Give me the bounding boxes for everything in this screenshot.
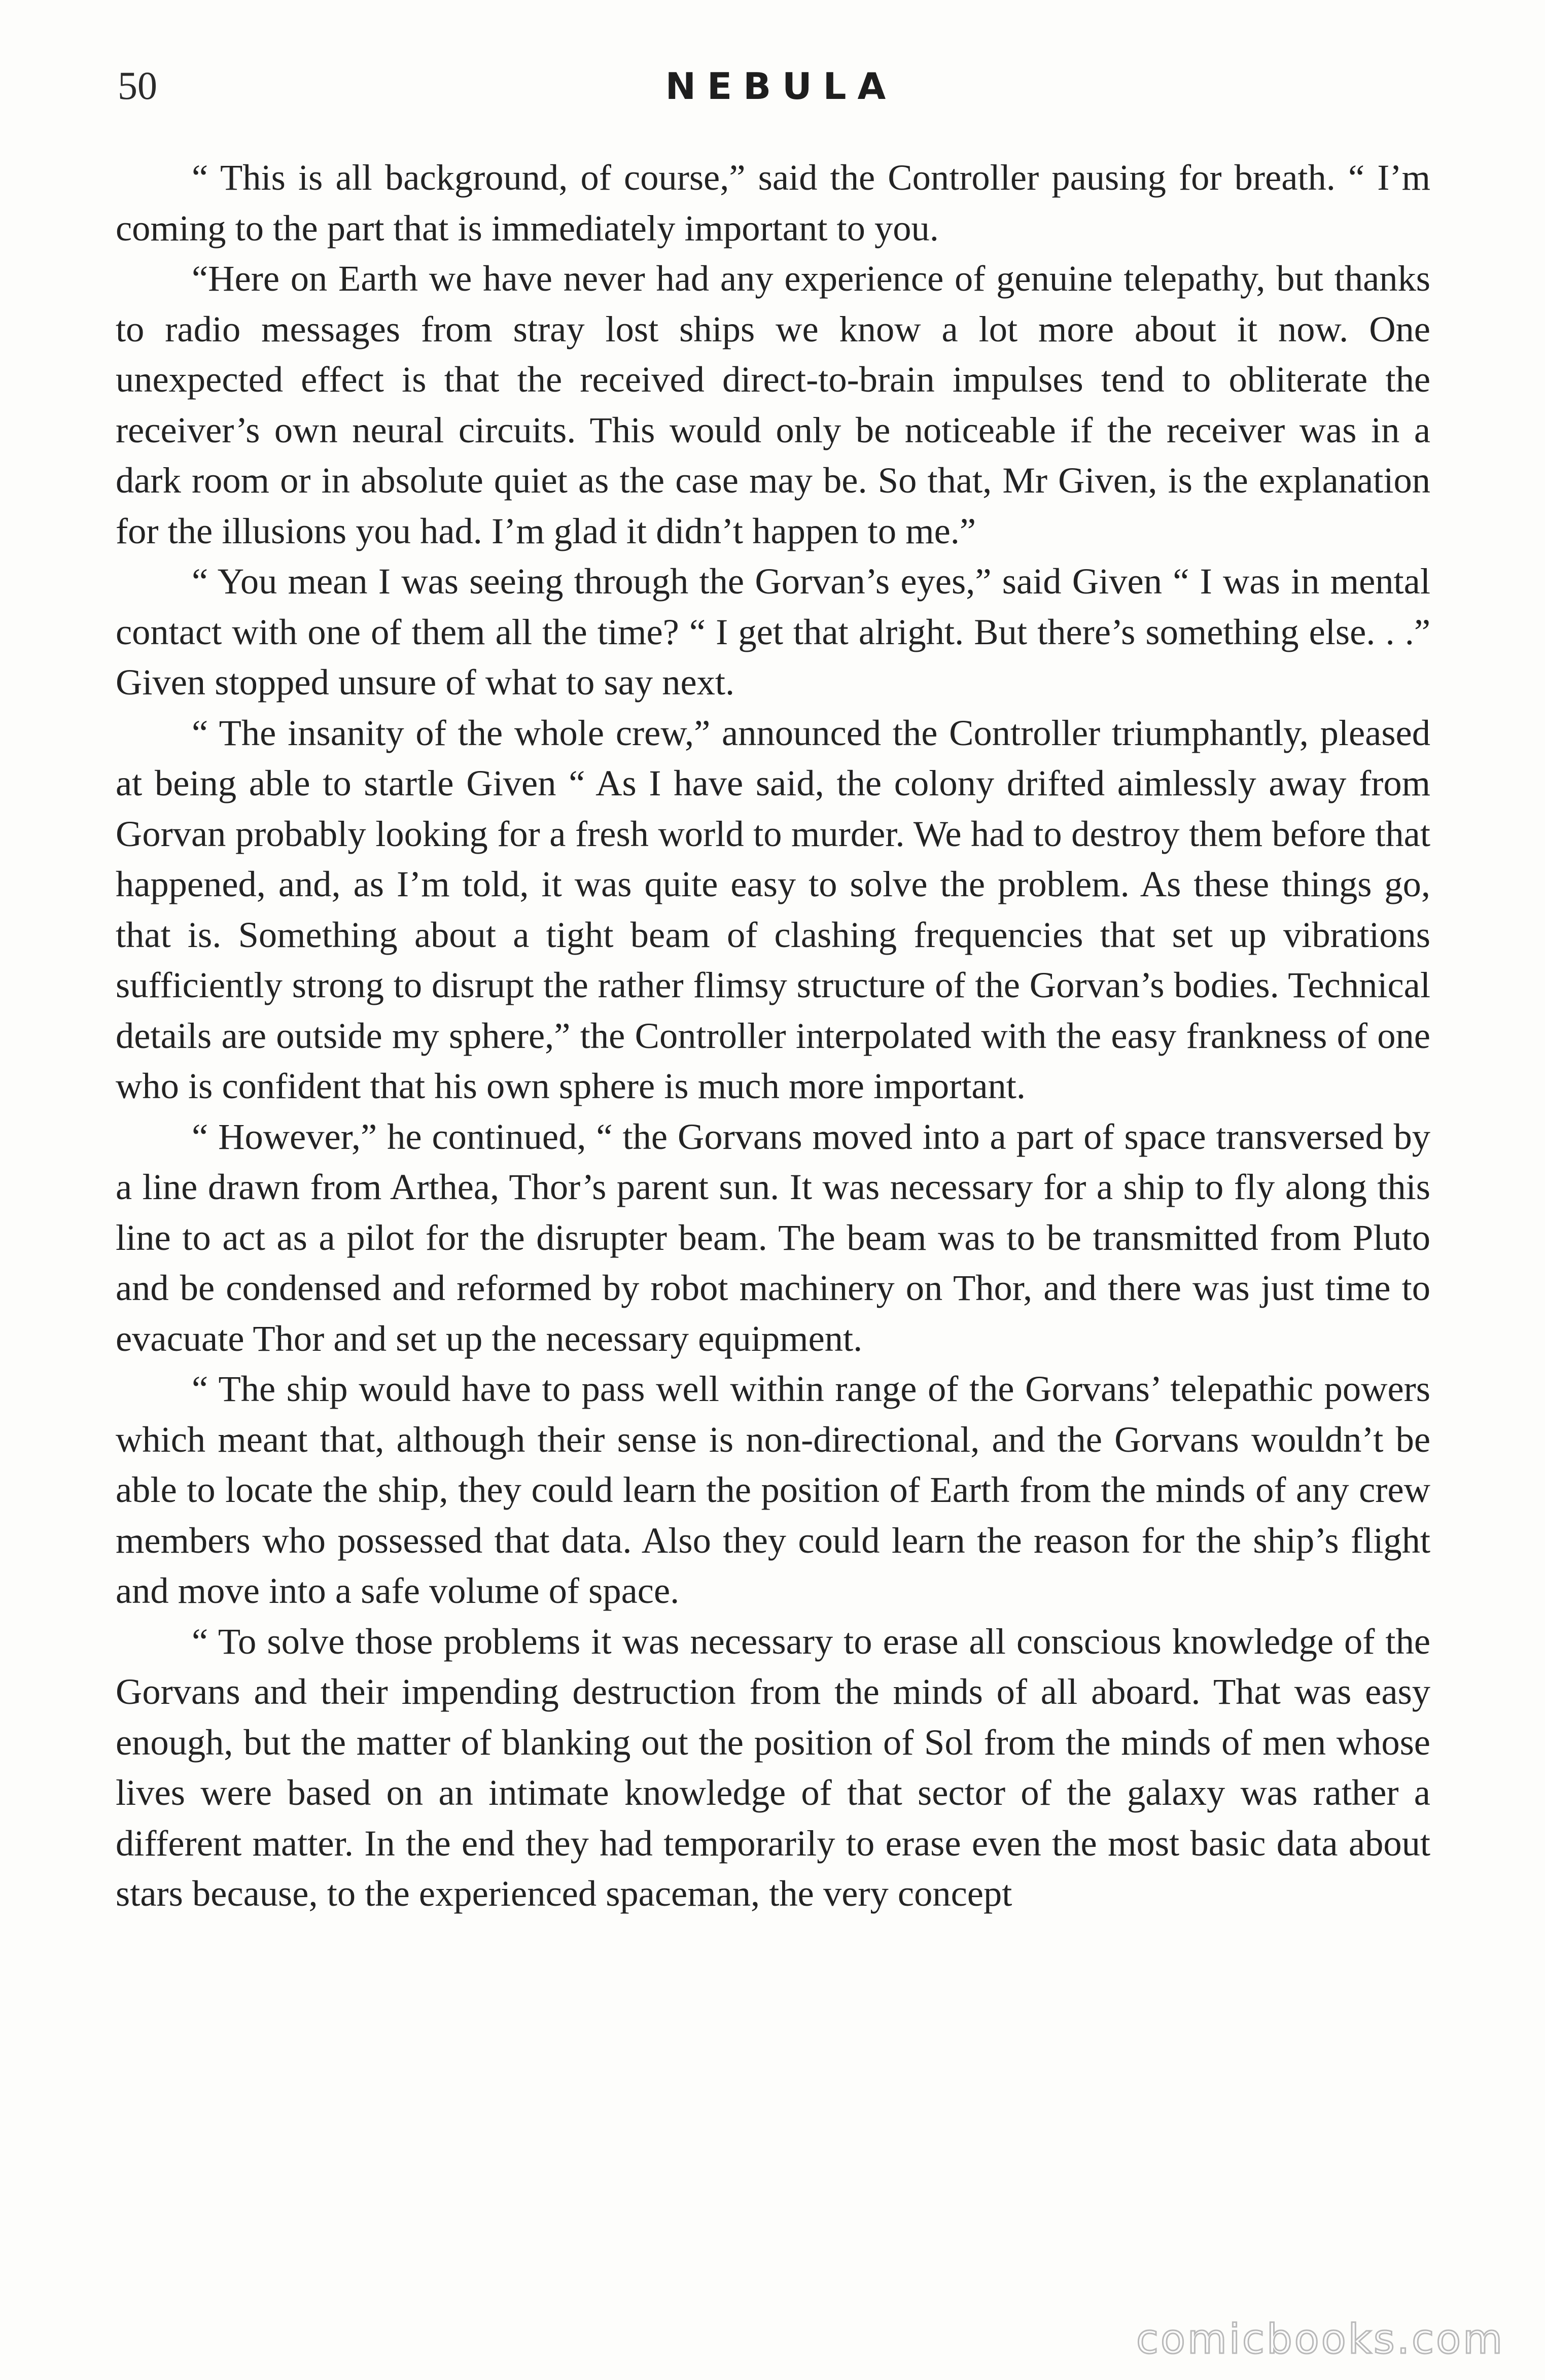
running-head-title: NEBULA: [665, 65, 897, 108]
paragraph-3: “ You mean I was seeing through the Gorvan’s eyes,” said Given “ I was in mental contact with one of them all the time? “ I get that alright. But there’s something else. . .” Given stopped unsure of what to say next.: [116, 561, 1430, 703]
paragraph-4: “ The insanity of the whole crew,” announced the Controller triumphantly, pleased at being able to startle Given “ As I have said, the colony drifted aimlessly away from Gorvan probably looking for a fresh world to murder. We had to destroy them before that happened, and, as I’m told, it was quite easy to solve the problem. As these things go, that is. Something about a tight beam of clashing frequencies that set up vibrations sufficiently strong to disrupt the rather flimsy structure of the Gorvan’s bodies. Technical details are outside my sphere,” the Controller interpolated with the easy frankness of one who is confident that his own sphere is much more important.: [116, 712, 1430, 1106]
page-number: 50: [118, 63, 157, 108]
paragraph-1: “ This is all background, of course,” said the Controller pausing for breath. “ I’m coming to the part that is immediately important to you.: [116, 157, 1430, 249]
paragraph-2: “Here on Earth we have never had any experience of genuine telepathy, but thanks to radio messages from stray lost ships we know a lot more about it now. One unexpected effect is that the received direct-to-brain impulses tend to obliterate the receiver’s own neural circuits. This would only be noticeable if the receiver was in a dark room or in absolute quiet as the case may be. So that, Mr Given, is the explanation for the illusions you had. I’m glad it didn’t happen to me.”: [116, 258, 1430, 551]
paragraph-7: “ To solve those problems it was necessary to erase all conscious knowledge of the Gorvans and their impending destruction from the minds of all aboard. That was easy enough, but the matter of blanking out the position of Sol from the minds of men whose lives were based on an intimate knowledge of that sector of the galaxy was rather a different matter. In the end they had temporarily to erase even the most basic data about stars because, to the experienced spaceman, the very concept: [116, 1620, 1430, 1914]
story-text: [116, 152, 1430, 1919]
watermark: comicbooks.com: [1136, 2316, 1504, 2363]
page-header: [0, 56, 1545, 127]
paragraph-6: “ The ship would have to pass well within range of the Gorvans’ telepathic powers which meant that, although their sense is non-directional, and the Gorvans wouldn’t be able to locate the ship, they could learn the position of Earth from the minds of any crew members who possessed that data. Also they could learn the reason for the ship’s flight and move into a safe volume of space.: [116, 1368, 1430, 1611]
paragraph-5: “ However,” he continued, “ the Gorvans moved into a part of space transversed by a line drawn from Arthea, Thor’s parent sun. It was necessary for a ship to fly along this line to act as a pilot for the disrupter beam. The beam was to be transmitted from Pluto and be condensed and reformed by robot machinery on Thor, and there was just time to evacuate Thor and set up the necessary equipment.: [116, 1115, 1430, 1359]
